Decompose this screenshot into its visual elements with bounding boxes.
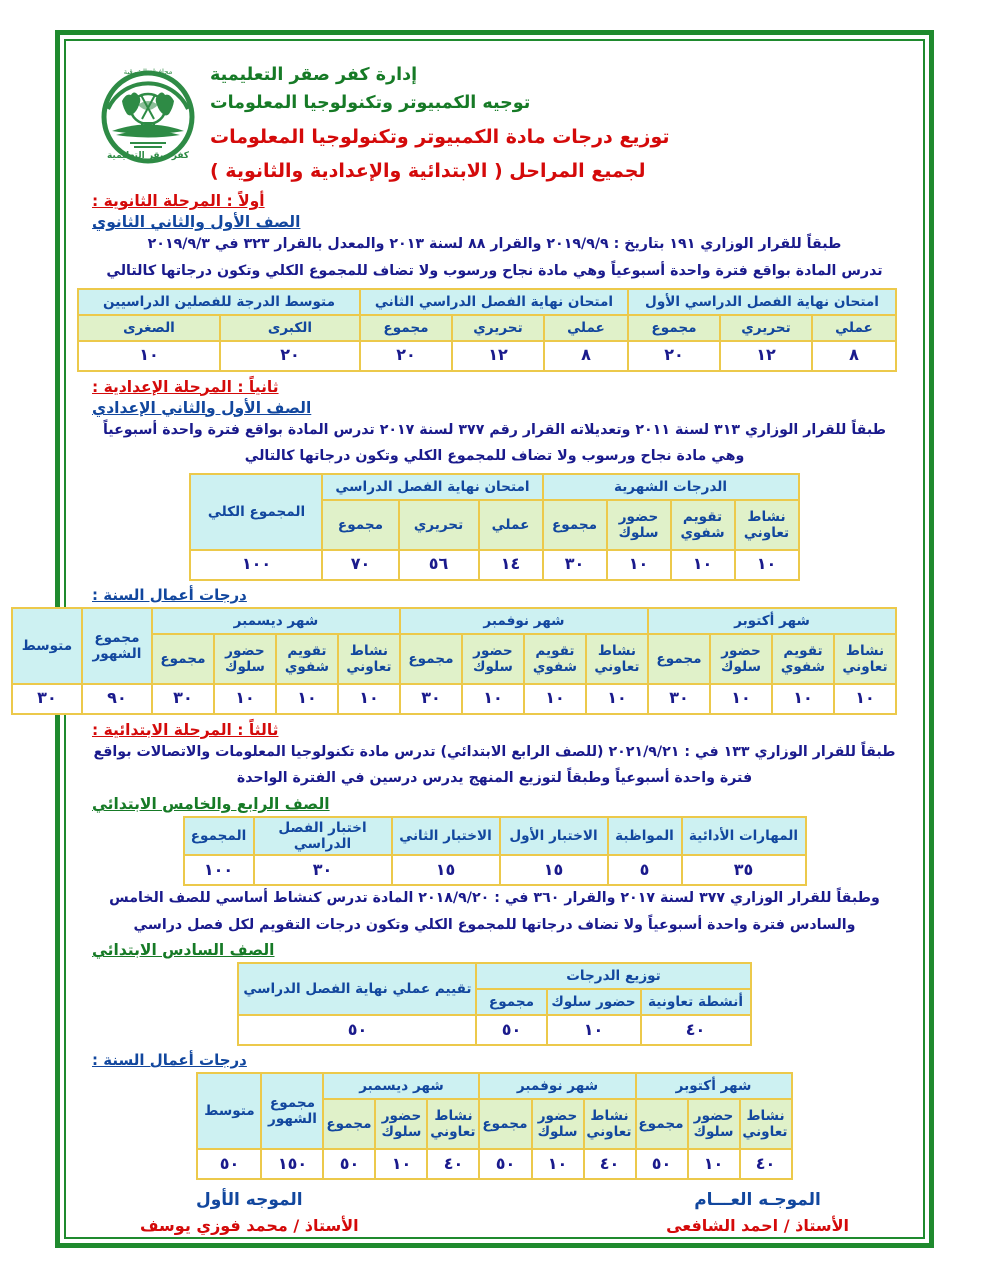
- preparatory-paragraph-line1: طبقاً للقرار الوزاري ٣١٣ لسنة ٢٠١١ وتعديلاته القرار رقم ٣٧٧ لسنة ٢٠١٧ تدرس المادة بواقع فترة واحدة أسبوعياً: [102, 421, 887, 438]
- value-total-1: ٢٠: [628, 341, 720, 371]
- oct-value-attendance-behavior: ١٠: [710, 684, 772, 714]
- section-heading-primary-stage: ثالثاً : المرحلة الابتدائية :: [92, 720, 279, 739]
- month-header-november: شهر نوفمبر: [479, 1073, 635, 1099]
- table-row-group-headers: [78, 289, 896, 315]
- nov-sub-header-attendance-behavior: حضور سلوك: [462, 634, 524, 684]
- nov-value-cooperative-activity: ١٠: [586, 684, 648, 714]
- table-row-values: [238, 1015, 750, 1045]
- value-test-2: ١٥: [392, 855, 500, 885]
- value-average: ٣٠: [12, 684, 82, 714]
- education-directorate-logo: [92, 55, 204, 173]
- dec-sub-header-attendance-behavior: حضور سلوك: [214, 634, 276, 684]
- dec-value-attendance-behavior: ١٠: [214, 684, 276, 714]
- dec-value-cooperative-activity: ٤٠: [427, 1149, 479, 1179]
- grade-heading-preparatory: الصف الأول والثاني الإعدادي: [92, 398, 312, 417]
- value-attendance: ٥: [608, 855, 682, 885]
- table-row-values: [184, 855, 806, 885]
- group-header-grand-total: المجموع الكلي: [190, 474, 322, 550]
- nov-value-oral-assessment: ١٠: [524, 684, 586, 714]
- table-primary-grades: [183, 816, 807, 886]
- oct-value-attendance-behavior: ١٠: [688, 1149, 740, 1179]
- nov-sub-header-total: مجموع: [479, 1099, 531, 1149]
- signature-block: [92, 1190, 897, 1235]
- table-row-month-headers: [197, 1073, 791, 1099]
- table-row-values: [12, 684, 896, 714]
- table-preparatory-yearwork: [11, 607, 897, 715]
- sub-header-practical: عملي: [479, 500, 543, 550]
- sub-header-total-1: مجموع: [628, 315, 720, 341]
- page-border-outer: [21, 30, 934, 1248]
- page-content: [21, 41, 923, 1237]
- signature-first-supervisor: [140, 1190, 359, 1235]
- logo-emblem-icon: [94, 57, 202, 171]
- nov-sub-header-total: مجموع: [400, 634, 462, 684]
- nov-sub-header-attendance-behavior: حضور سلوك: [532, 1099, 584, 1149]
- table-secondary-grades: [77, 288, 897, 372]
- primary-paragraph-line1: طبقاً للقرار الوزاري ١٣٣ في : ٢٠٢١/٩/٢١ (للصف الرابع الابتدائي) تدرس مادة تكنولوجيا المعلومات والاتصالات بواقع: [93, 743, 896, 760]
- sub-header-oral-assessment: تقويم شفوي: [671, 500, 735, 550]
- header-average: متوسط: [197, 1073, 261, 1149]
- nov-value-total: ٣٠: [400, 684, 462, 714]
- month-header-october: شهر أكتوبر: [636, 1073, 792, 1099]
- dec-sub-header-attendance-behavior: حضور سلوك: [375, 1099, 427, 1149]
- value-months-total: ٩٠: [82, 684, 152, 714]
- oct-value-cooperative-activity: ٤٠: [740, 1149, 792, 1179]
- dec-value-attendance-behavior: ١٠: [375, 1149, 427, 1179]
- oct-value-cooperative-activity: ١٠: [834, 684, 896, 714]
- directorate-name: إدارة كفر صقر التعليمية: [210, 65, 418, 85]
- secondary-paragraph-line2: تدرس المادة بواقع فترة واحدة أسبوعياً وهي مادة نجاح ورسوب ولا تضاف للمجموع الكلي وتكون درجاتها كالتالي: [106, 263, 883, 280]
- value-cooperative-activity: ١٠: [735, 550, 799, 580]
- nov-sub-header-cooperative-activity: نشاط تعاوني: [586, 634, 648, 684]
- table-primary-grade6: [237, 962, 751, 1046]
- dec-sub-header-cooperative-activity: نشاط تعاوني: [338, 634, 400, 684]
- header-attendance: المواظبة: [608, 817, 682, 855]
- value-months-total: ١٥٠: [261, 1149, 323, 1179]
- value-attendance-behavior: ١٠: [607, 550, 671, 580]
- sub-header-cooperative-activity: نشاط تعاوني: [735, 500, 799, 550]
- oct-sub-header-oral-assessment: تقويم شفوي: [772, 634, 834, 684]
- header-practical-term-assessment: تقييم عملي نهاية الفصل الدراسي: [238, 963, 476, 1015]
- sub-header-written: تحريري: [399, 500, 479, 550]
- value-total: ١٠٠: [184, 855, 254, 885]
- primary-paragraph-line2: فترة واحدة أسبوعياً وطبقاً لتوزيع المنهج يدرس درسين في الفترة الواحدة: [236, 770, 753, 787]
- signature-title-general-supervisor: الموجـه العـــام: [694, 1190, 821, 1211]
- sub-header-cooperative-activities: أنشطة تعاونية: [641, 989, 751, 1015]
- svg-text:كفر صقر التعليمية: كفر صقر التعليمية: [106, 151, 190, 161]
- signature-name-first-supervisor: الأستاذ / محمد فوزي يوسف: [140, 1216, 359, 1236]
- value-monthly-total: ٣٠: [543, 550, 607, 580]
- document-header: [92, 51, 897, 186]
- section-heading-preparatory-stage: ثانياً : المرحلة الإعدادية :: [92, 377, 279, 396]
- oct-sub-header-total: مجموع: [648, 634, 710, 684]
- sub-header-attendance-behavior: حضور سلوك: [607, 500, 671, 550]
- dec-value-oral-assessment: ١٠: [276, 684, 338, 714]
- table-row-values: [190, 550, 798, 580]
- value-practical-term-assessment: ٥٠: [238, 1015, 476, 1045]
- group-header-monthly-grades: الدرجات الشهرية: [543, 474, 799, 500]
- value-practical-1: ٨: [812, 341, 896, 371]
- value-written: ٥٦: [399, 550, 479, 580]
- sub-header-attendance-behavior: حضور سلوك: [547, 989, 641, 1015]
- group-header-grade-distribution: توزيع الدرجات: [476, 963, 750, 989]
- header-total: المجموع: [184, 817, 254, 855]
- value-exam-total: ٧٠: [322, 550, 398, 580]
- nov-value-cooperative-activity: ٤٠: [584, 1149, 636, 1179]
- page-border-inner: [21, 39, 925, 1239]
- sub-header-exam-total: مجموع: [322, 500, 398, 550]
- month-header-october: شهر أكتوبر: [648, 608, 896, 634]
- value-attendance-behavior: ١٠: [547, 1015, 641, 1045]
- department-name: توجيه الكمبيوتر وتكنولوجيا المعلومات: [210, 93, 531, 114]
- value-total-2: ٢٠: [360, 341, 452, 371]
- signature-name-general-supervisor: الأستاذ / احمد الشافعى: [666, 1216, 849, 1236]
- nov-sub-header-cooperative-activity: نشاط تعاوني: [584, 1099, 636, 1149]
- sub-header-total: مجموع: [476, 989, 546, 1015]
- value-test-1: ١٥: [500, 855, 608, 885]
- nov-value-attendance-behavior: ١٠: [462, 684, 524, 714]
- month-header-november: شهر نوفمبر: [400, 608, 648, 634]
- value-min: ١٠: [78, 341, 220, 371]
- preparatory-paragraph-line2: وهي مادة نجاح ورسوب ولا تضاف للمجموع الكلي وتكون درجاتها كالتالي: [244, 448, 745, 465]
- table-row-headers: [184, 817, 806, 855]
- sub-header-monthly-total: مجموع: [543, 500, 607, 550]
- table-row-month-headers: [12, 608, 896, 634]
- value-written-2: ١٢: [452, 341, 544, 371]
- table-row-values: [78, 341, 896, 371]
- oct-sub-header-attendance-behavior: حضور سلوك: [688, 1099, 740, 1149]
- table-row-sub-headers: [78, 315, 896, 341]
- grade-heading-secondary: الصف الأول والثاني الثانوي: [92, 213, 301, 232]
- table-row-group-headers: [190, 474, 798, 500]
- value-term-test: ٣٠: [254, 855, 392, 885]
- header-performance-skills: المهارات الأدائية: [682, 817, 806, 855]
- group-header-term2: امتحان نهاية الفصل الدراسي الثاني: [360, 289, 628, 315]
- value-average: ٥٠: [197, 1149, 261, 1179]
- heading-primary-yearwork: درجات أعمال السنة :: [92, 1051, 247, 1070]
- dec-value-total: ٣٠: [152, 684, 214, 714]
- dec-sub-header-total: مجموع: [323, 1099, 375, 1149]
- value-written-1: ١٢: [720, 341, 812, 371]
- dec-sub-header-cooperative-activity: نشاط تعاوني: [427, 1099, 479, 1149]
- sub-header-written-2: تحريري: [452, 315, 544, 341]
- signature-general-supervisor: [666, 1190, 849, 1235]
- sub-header-practical-2: عملي: [544, 315, 628, 341]
- sub-header-total-2: مجموع: [360, 315, 452, 341]
- heading-preparatory-yearwork: درجات أعمال السنة :: [92, 585, 247, 604]
- sub-header-written-1: تحريري: [720, 315, 812, 341]
- dec-sub-header-total: مجموع: [152, 634, 214, 684]
- header-titles: [204, 51, 897, 186]
- group-header-term-exam: امتحان نهاية الفصل الدراسي: [322, 474, 542, 500]
- document-title-line1: توزيع درجات مادة الكمبيوتر وتكنولوجيا المعلومات: [210, 125, 670, 148]
- primary-paragraph2-line1: وطبقاً للقرار الوزاري ٣٧٧ لسنة ٢٠١٧ والقرار ٣٦٠ في : ٢٠١٨/٩/٢٠ المادة تدرس كنشاط أساسي للصف الخامس: [109, 890, 880, 906]
- oct-value-total: ٥٠: [636, 1149, 688, 1179]
- svg-text:محافظة الشرقية: محافظة الشرقية: [123, 68, 173, 76]
- header-months-total: مجموع الشهور: [82, 608, 152, 684]
- nov-value-attendance-behavior: ١٠: [532, 1149, 584, 1179]
- group-header-average: متوسط الدرجة للفصلين الدراسيين: [78, 289, 360, 315]
- oct-value-total: ٣٠: [648, 684, 710, 714]
- document-title-line2: لجميع المراحل ( الابتدائية والإعدادية والثانوية ): [210, 160, 646, 183]
- value-grand-total: ١٠٠: [190, 550, 322, 580]
- dec-sub-header-oral-assessment: تقويم شفوي: [276, 634, 338, 684]
- sub-header-practical-1: عملي: [812, 315, 896, 341]
- value-total: ٥٠: [476, 1015, 546, 1045]
- value-practical-2: ٨: [544, 341, 628, 371]
- table-primary-yearwork: [196, 1072, 792, 1180]
- value-performance-skills: ٣٥: [682, 855, 806, 885]
- oct-sub-header-cooperative-activity: نشاط تعاوني: [834, 634, 896, 684]
- month-header-december: شهر ديسمبر: [152, 608, 400, 634]
- sub-header-max: الكبرى: [220, 315, 360, 341]
- group-header-term1: امتحان نهاية الفصل الدراسي الأول: [628, 289, 896, 315]
- oct-sub-header-attendance-behavior: حضور سلوك: [710, 634, 772, 684]
- value-oral-assessment: ١٠: [671, 550, 735, 580]
- header-average: متوسط: [12, 608, 82, 684]
- nov-value-total: ٥٠: [479, 1149, 531, 1179]
- table-preparatory-grades: [189, 473, 799, 581]
- value-practical: ١٤: [479, 550, 543, 580]
- secondary-paragraph-line1: طبقاً للقرار الوزاري ١٩١ بتاريخ : ٢٠١٩/٩/٩ والقرار ٨٨ لسنة ٢٠١٣ والمعدل بالقرار ٣٢٣ في ٢٠١٩/٩/٣: [147, 236, 842, 253]
- header-test-2: الاختبار الثاني: [392, 817, 500, 855]
- section-heading-secondary-stage: أولاً : المرحلة الثانوية :: [92, 192, 265, 211]
- oct-sub-header-cooperative-activity: نشاط تعاوني: [740, 1099, 792, 1149]
- month-header-december: شهر ديسمبر: [323, 1073, 479, 1099]
- value-cooperative-activities: ٤٠: [641, 1015, 751, 1045]
- grade-heading-primary-4-5: الصف الرابع والخامس الابتدائي: [92, 794, 330, 813]
- grade-heading-primary-6: الصف السادس الابتدائي: [92, 941, 275, 960]
- dec-value-total: ٥٠: [323, 1149, 375, 1179]
- oct-sub-header-total: مجموع: [636, 1099, 688, 1149]
- nov-sub-header-oral-assessment: تقويم شفوي: [524, 634, 586, 684]
- signature-title-first-supervisor: الموجه الأول: [195, 1190, 303, 1211]
- value-max: ٢٠: [220, 341, 360, 371]
- header-months-total: مجموع الشهور: [261, 1073, 323, 1149]
- oct-value-oral-assessment: ١٠: [772, 684, 834, 714]
- primary-paragraph2-line2: والسادس فترة واحدة أسبوعياً ولا تضاف درجاتها للمجموع الكلي وتكون درجات التقويم لكل فصل دراسي: [133, 916, 856, 933]
- sub-header-min: الصغرى: [78, 315, 220, 341]
- header-test-1: الاختبار الأول: [500, 817, 608, 855]
- header-term-test: اختبار الفصل الدراسي: [254, 817, 392, 855]
- table-row-values: [197, 1149, 791, 1179]
- table-row-group-headers: [238, 963, 750, 989]
- dec-value-cooperative-activity: ١٠: [338, 684, 400, 714]
